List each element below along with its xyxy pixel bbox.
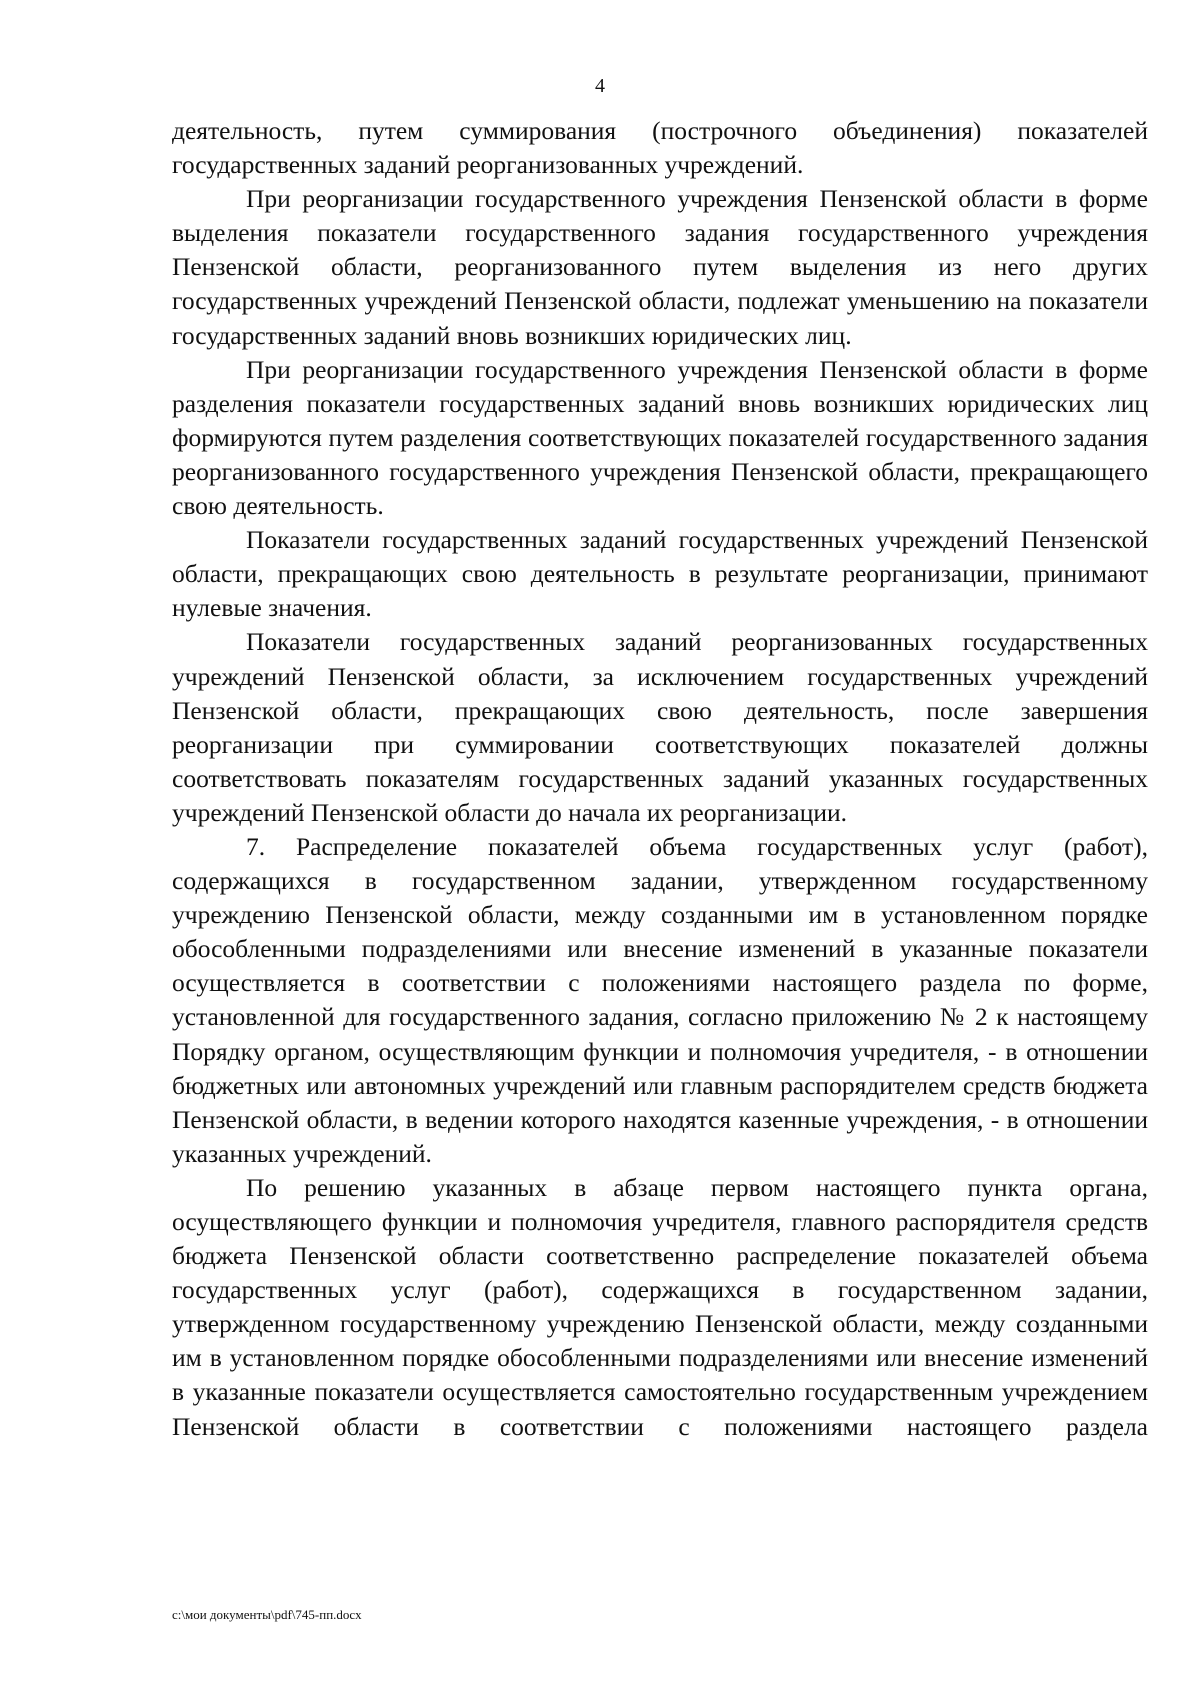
- paragraph-reorganized-indicators: Показатели государственных заданий реорганизованных государственных учреждений Пензенской области, за исключением государственных учреждений Пензенской области, прекращающих свою деятельность, после завершения реорганизации при суммировании соответствующих показателей должны соответствовать показателям государственных заданий указанных государственных учреждений Пензенской области до начала их реорганизации.: [172, 627, 1148, 827]
- footer-file-path: c:\мои документы\pdf\745-пп.docx: [172, 1607, 362, 1622]
- paragraph-continuation: деятельность, путем суммирования (построчного объединения) показателей государственных заданий реорганизованных учреждений.: [172, 116, 1148, 180]
- paragraph-reorganization-separation: При реорганизации государственного учреждения Пензенской области в форме выделения показатели государственного задания государственного учреждения Пензенской области, реорганизованного путем выделения из него других государственных учреждений Пензенской области, подлежат уменьшению на показатели государственных заданий вновь возникших юридических лиц.: [172, 184, 1148, 350]
- paragraph-item-7: 7. Распределение показателей объема государственных услуг (работ), содержащихся в государственном задании, утвержденном государственному учреждению Пензенской области, между созданными им в установленном порядке обособленными подразделениями или внесение изменений в указанные показатели осуществляется в соответствии с положениями настоящего раздела по форме, установленной для государственного задания, согласно приложению № 2 к настоящему Порядку органом, осуществляющим функции и полномочия учредителя, - в отношении бюджетных или автономных учреждений или главным распорядителем средств бюджета Пензенской области, в ведении которого находятся казенные учреждения, - в отношении указанных учреждений.: [172, 831, 1148, 1168]
- page-number: 4: [595, 75, 605, 97]
- paragraph-terminated-institutions: Показатели государственных заданий государственных учреждений Пензенской области, прекращающих свою деятельность в результате реорганизации, принимают нулевые значения.: [172, 525, 1148, 623]
- document-body: [172, 114, 1148, 1444]
- paragraph-reorganization-division: При реорганизации государственного учреждения Пензенской области в форме разделения показатели государственных заданий вновь возникших юридических лиц формируются путем разделения соответствующих показателей государственного задания реорганизованного государственного учреждения Пензенской области, прекращающего свою деятельность.: [172, 354, 1148, 521]
- paragraph-by-decision: По решению указанных в абзаце первом настоящего пункта органа, осуществляющего функции и полномочия учредителя, главного распорядителя средств бюджета Пензенской области соответственно распределение показателей объема государственных услуг (работ), содержащихся в государственном задании, утвержденном государственному учреждению Пензенской области, между созданными им в установленном порядке обособленными подразделениями или внесение изменений в указанные показатели осуществляется самостоятельно государственным учреждением Пензенской области в соответствии с положениями настоящего раздела: [172, 1172, 1148, 1441]
